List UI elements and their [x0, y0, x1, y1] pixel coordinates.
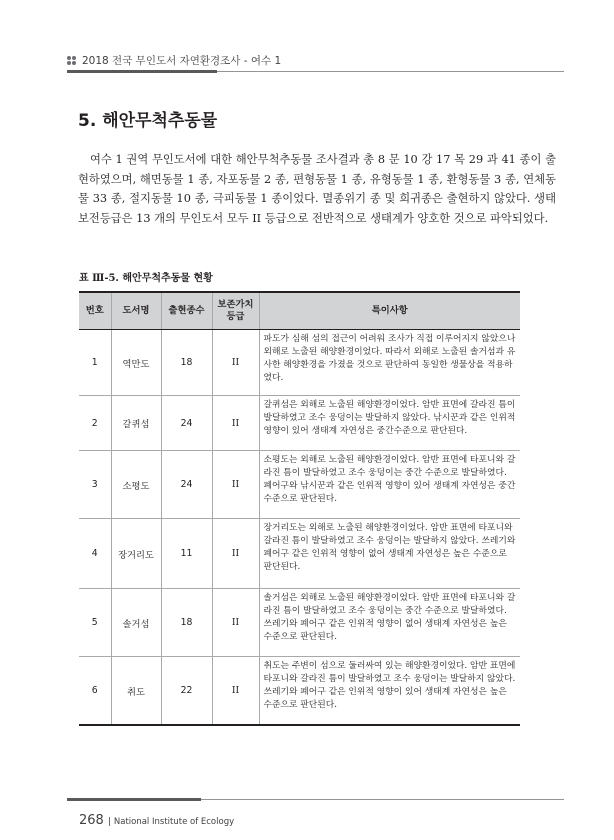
cell-note: 장거리도는 외해로 노출된 해양환경이었다. 암반 표면에 타포니와 갈라진 틈이 발달하였고 조수 웅덩이는 발달하지 않았다. 쓰레기와 폐어구 같은 인위적 영향이 없어 생태계 자연성은 높은 수준으로 판단된다.	[259, 519, 520, 589]
cell-note: 갈퀴섬은 외해로 노출된 해양환경이었다. 암반 표면에 갈라진 틈이 발달하였고 조수 웅덩이는 발달하지 않았다. 낚시꾼과 같은 인위적 영향이 있어 생태계 자연성은 중간수준으로 판단된다.	[259, 396, 520, 451]
cell-no: 2	[79, 396, 111, 451]
cell-species: 22	[161, 657, 212, 726]
cell-no: 5	[79, 589, 111, 657]
cell-grade: II	[212, 451, 259, 519]
header-grade-line1: 보존가치	[217, 299, 254, 310]
footer-separator: |	[107, 817, 111, 827]
cell-note: 솔거섬은 외해로 노출된 해양환경이었다. 암반 표면에 타포니와 갈라진 틈이 발달하였고 조수 웅덩이는 중간 수준으로 발달하였다. 쓰레기와 폐어구 같은 인위적 영향이 없어 생태계 자연성은 높은 수준으로 판단된다.	[259, 589, 520, 657]
table-row	[79, 519, 520, 589]
page-footer	[79, 809, 234, 828]
cell-island: 장거리도	[111, 519, 161, 589]
cell-grade: II	[212, 396, 259, 451]
table-row	[79, 589, 520, 657]
cell-grade: II	[212, 589, 259, 657]
footer-institution: National Institute of Ecology	[113, 817, 235, 827]
header-title: 2018 전국 무인도서 자연환경조사 - 여수 1	[82, 55, 282, 67]
cell-island: 소평도	[111, 451, 161, 519]
header-grade-line2: 등급	[226, 311, 245, 322]
cell-species: 24	[161, 451, 212, 519]
header-note: 특이사항	[259, 292, 520, 330]
table-row	[79, 657, 520, 726]
cell-species: 24	[161, 396, 212, 451]
cell-island: 역만도	[111, 330, 161, 396]
header-island: 도서명	[111, 292, 161, 330]
cell-species: 11	[161, 519, 212, 589]
section-paragraph: 여수 1 권역 무인도서에 대한 해안무척추동물 조사결과 총 8 문 10 강 17 목 29 과 41 종이 출현하였으며, 해면동물 1 종, 자포동물 2 종, 편형동물 1 종, 유형동물 1 종, 환형동물 3 종, 연체동물 33 종, 절지동물 10 종, 극피동물 1 종이었다. 멸종위기 종 및 희귀종은 출현하지 않았다. 생태보전등급은 13 개의 무인도서 모두 II 등급으로 전반적으로 생태계가 양호한 것으로 파악되었다.	[78, 153, 556, 225]
cell-grade: II	[212, 519, 259, 589]
cell-species: 18	[161, 330, 212, 396]
table-row	[79, 451, 520, 519]
table-row	[79, 330, 520, 396]
cell-grade: II	[212, 330, 259, 396]
table-caption: 표 Ⅲ-5. 해안무척추동물 현황	[79, 273, 213, 284]
header-dots-icon	[67, 56, 76, 65]
cell-no: 6	[79, 657, 111, 726]
cell-no: 3	[79, 451, 111, 519]
section-title: 5. 해안무척추동물	[78, 111, 218, 131]
cell-island: 갈퀴섬	[111, 396, 161, 451]
footer-divider-accent	[67, 798, 201, 801]
header-divider-accent	[67, 70, 217, 73]
page-number: 268	[79, 813, 104, 828]
cell-no: 1	[79, 330, 111, 396]
cell-no: 4	[79, 519, 111, 589]
cell-note: 파도가 심해 섬의 접근이 어려워 조사가 직접 이루어지지 않았으나 외해로 노출된 해양환경이었다. 따라서 외해로 노출된 솔거섬과 유사한 해양환경을 가졌을 것으로 판단하여 동일한 생물상을 적용하였다.	[259, 330, 520, 396]
running-header	[67, 50, 567, 72]
invertebrate-table	[79, 291, 520, 726]
header-grade	[212, 292, 259, 330]
table-row	[79, 396, 520, 451]
cell-island: 솔거섬	[111, 589, 161, 657]
header-no: 번호	[79, 292, 111, 330]
cell-grade: II	[212, 657, 259, 726]
cell-note: 취도는 주변이 섬으로 둘러싸여 있는 해양환경이었다. 암반 표면에 타포니와 갈라진 틈이 발달하였고 조수 웅덩이는 발달하지 않았다. 쓰레기와 폐어구 같은 인위적 영향이 있어 생태계 자연성은 높은 수준으로 판단된다.	[259, 657, 520, 726]
table-header-row	[79, 292, 520, 330]
cell-species: 18	[161, 589, 212, 657]
cell-island: 취도	[111, 657, 161, 726]
cell-note: 소평도는 외해로 노출된 해양환경이었다. 암반 표면에 타포니와 갈라진 틈이 발달하였고 조수 웅덩이는 중간 수준으로 발달하였다. 폐어구와 낚시꾼과 같은 인위적 영향이 있어 생태계 자연성은 중간수준으로 판단된다.	[259, 451, 520, 519]
header-species: 출현종수	[161, 292, 212, 330]
